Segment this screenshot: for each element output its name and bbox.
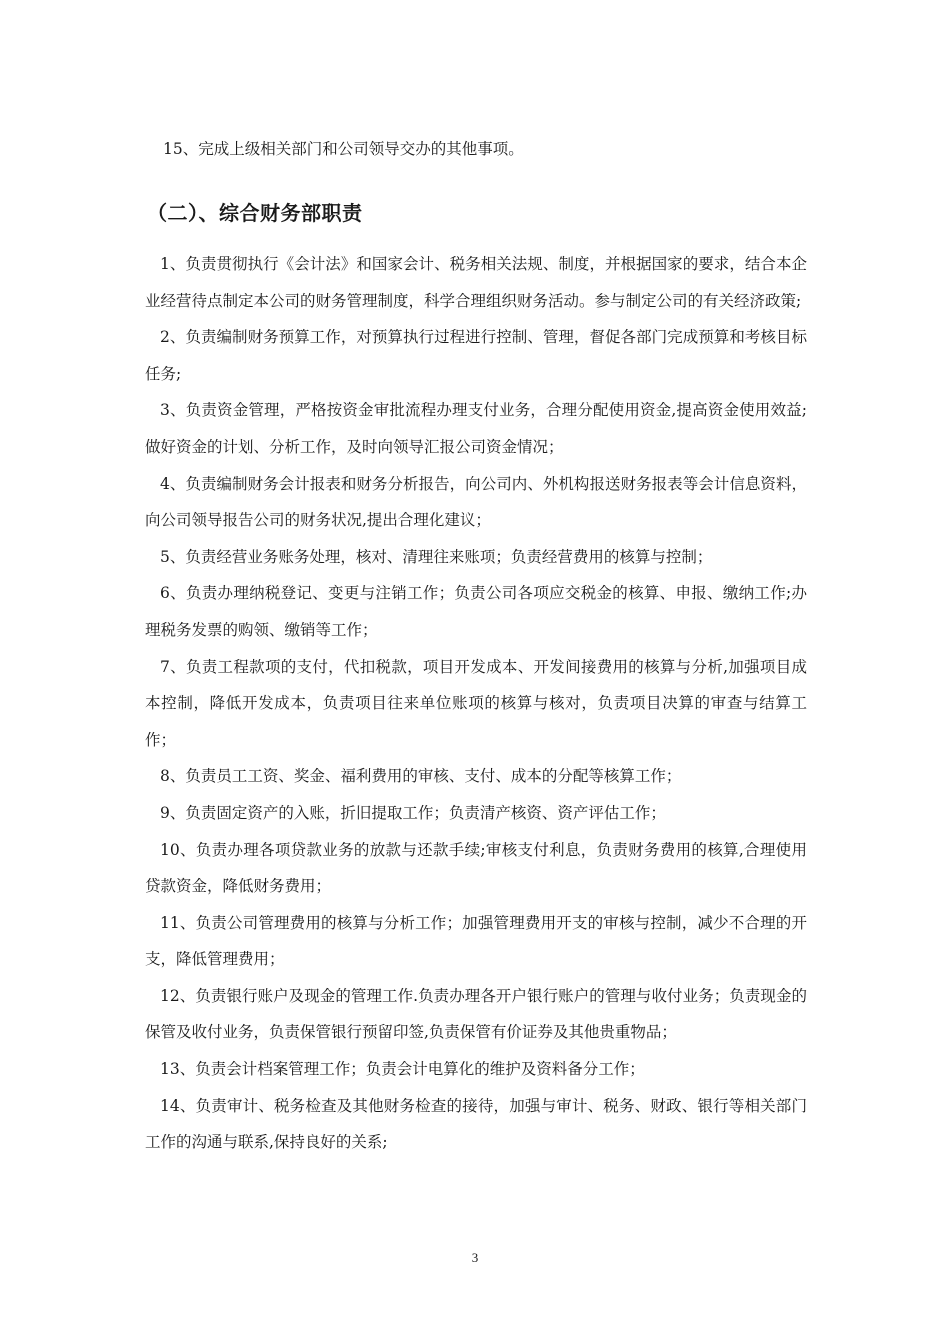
previous-list-item: 15、完成上级相关部门和公司领导交办的其他事项。 [163, 139, 524, 158]
duty-item: 5、负责经营业务账务处理，核对、清理往来账项；负责经营费用的核算与控制； [160, 547, 713, 566]
duty-item: 1、负责贯彻执行《会计法》和国家会计、税务相关法规、制度，并根据国家的要求，结合本企业经营待点制定本公司的财务管理制度，科学合理组织财务活动。参与制定公司的有关经济政策; [145, 255, 807, 310]
page-number: 3 [471, 1250, 479, 1265]
duty-item: 6、负责办理纳税登记、变更与注销工作；负责公司各项应交税金的核算、申报、缴纳工作;办理税务发票的购领、缴销等工作； [145, 584, 807, 639]
duty-item: 14、负责审计、税务检查及其他财务检查的接待，加强与审计、税务、财政、银行等相关部门工作的沟通与联系,保持良好的关系; [145, 1096, 807, 1152]
duty-item: 12、负责银行账户及现金的管理工作.负责办理各开户银行账户的管理与收付业务；负责现金的保管及收付业务，负责保管银行预留印签,负责保管有价证券及其他贵重物品； [145, 986, 807, 1042]
duty-item: 4、负责编制财务会计报表和财务分析报告，向公司内、外机构报送财务报表等会计信息资料，向公司领导报告公司的财务状况,提出合理化建议； [145, 474, 807, 530]
section-title: （二）、综合财务部职责 [147, 201, 363, 225]
duty-item: 8、负责员工工资、奖金、福利费用的审核、支付、成本的分配等核算工作； [160, 767, 682, 786]
duty-item: 2、负责编制财务预算工作，对预算执行过程进行控制、管理，督促各部门完成预算和考核目标任务; [145, 328, 807, 383]
duty-item: 11、负责公司管理费用的核算与分析工作；加强管理费用开支的审核与控制，减少不合理的开支，降低管理费用； [145, 913, 807, 969]
duty-list [145, 246, 807, 1161]
duty-item: 9、负责固定资产的入账，折旧提取工作；负责清产核资、资产评估工作； [160, 803, 666, 822]
duty-item: 3、负责资金管理，严格按资金审批流程办理支付业务，合理分配使用资金,提高资金使用效益;做好资金的计划、分析工作，及时向领导汇报公司资金情况； [145, 401, 807, 456]
duty-item: 7、负责工程款项的支付，代扣税款，项目开发成本、开发间接费用的核算与分析,加强项目成本控制，降低开发成本，负责项目往来单位账项的核算与核对，负责项目决算的审查与结算工作； [145, 657, 807, 749]
duty-item: 13、负责会计档案管理工作；负责会计电算化的维护及资料备分工作； [160, 1060, 645, 1079]
duty-item: 10、负责办理各项贷款业务的放款与还款手续;审核支付利息，负责财务费用的核算,合理使用贷款资金，降低财务费用； [145, 840, 807, 896]
